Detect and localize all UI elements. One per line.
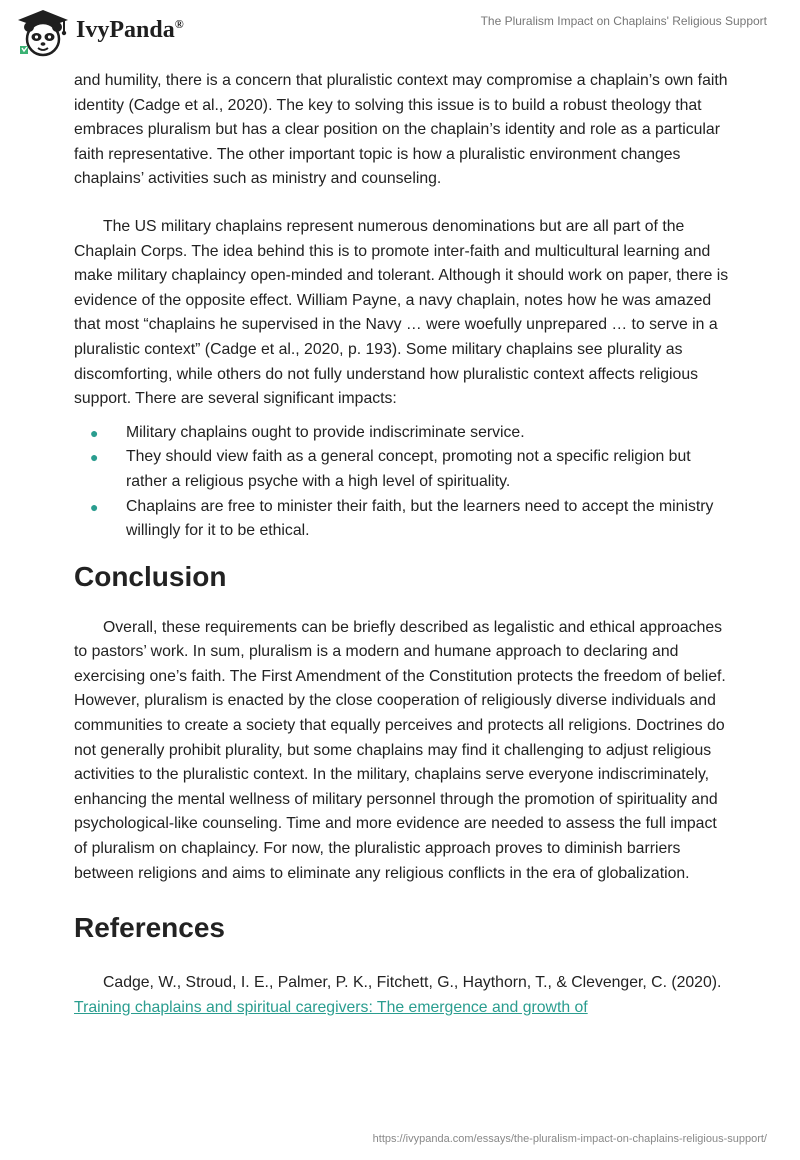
paragraph-1: and humility, there is a concern that pluralistic context may compromise a chaplain’s own faith identity (Cadge et al., 2020). The key to solving this issue is to build a robust theology that embraces pluralism but has a clear position on the chaplain’s identity and role as a particular faith representative. The other important topic is how a pluralistic environment changes chaplains’ activities such as ministry and counseling. [74, 72, 728, 188]
brand-name [76, 17, 184, 44]
list-item-text: They should view faith as a general concept, promoting not a specific religion but rather a religious psyche with a high level of spirituality. [126, 448, 691, 490]
list-item [74, 495, 729, 544]
list-item [74, 445, 729, 494]
list-item [74, 421, 729, 446]
reference-citation: Cadge, W., Stroud, I. E., Palmer, P. K., Fitchett, G., Haythorn, T., & Clevenger, C. (2020). [103, 974, 722, 992]
essay-body [74, 69, 729, 1020]
panda-graduate-icon [16, 8, 70, 58]
list-item-text: Chaplains are free to minister their faith, but the learners need to accept the ministry willingly for it to be ethical. [126, 497, 714, 540]
list-item-text: Military chaplains ought to provide indiscriminate service. [126, 423, 525, 441]
conclusion-paragraph: Overall, these requirements can be briefly described as legalistic and ethical approaches to pastors’ work. In sum, pluralism is a modern and humane approach to declaring and exercising one’s faith. The First Amendment of the Constitution protects the freedom of belief. However, pluralism is enacted by the close cooperation of religiously diverse individuals and communities to create a society that equally perceives and protects all religions. Doctrines do not generally prohibit plurality, but some chaplains may find it challenging to adjust religious activities to the pluralistic context. In the military, chaplains serve everyone indiscriminately, enhancing the mental wellness of military personnel through the promotion of spirituality and psychological-like counseling. Time and more evidence are needed to assess the full impact of pluralism on chaplaincy. For now, the pluralistic approach proves to diminish barriers between religions and aims to eliminate any religious conflicts in the era of globalization. [74, 618, 726, 882]
reference-entry [74, 971, 729, 1020]
paragraph-2: The US military chaplains represent numerous denominations but are all part of the Chaplain Corps. The idea behind this is to promote inter-faith and multicultural learning and make military chaplaincy open-minded and tolerant. Although it should work on paper, there is evidence of the opposite effect. William Payne, a navy chaplain, notes how he was amazed that most “chaplains he supervised in the Navy … were woefully unprepared … to serve in a pluralistic context” (Cadge et al., 2020, p. 193). Some military chaplains see plurality as discomforting, while others do not fully understand how pluralistic context affects religious support. There are several significant impacts: [74, 217, 729, 408]
bullet-icon: ● [90, 498, 99, 515]
references-heading: References [74, 912, 225, 944]
conclusion-heading: Conclusion [74, 560, 227, 592]
reference-link[interactable]: Training chaplains and spiritual caregivers: The emergence and growth of [74, 998, 588, 1016]
document-title: The Pluralism Impact on Chaplains' Religious Support [480, 14, 767, 28]
registered-mark: ® [174, 17, 184, 31]
page-header [0, 0, 800, 68]
impacts-list [74, 421, 729, 544]
brand-text: IvyPanda [76, 17, 175, 43]
ivypanda-logo[interactable] [16, 8, 216, 58]
footer-url: https://ivypanda.com/essays/the-pluralism-impact-on-chaplains-religious-support/ [372, 1133, 767, 1145]
bullet-icon: ● [90, 449, 99, 466]
bullet-icon: ● [90, 424, 99, 441]
